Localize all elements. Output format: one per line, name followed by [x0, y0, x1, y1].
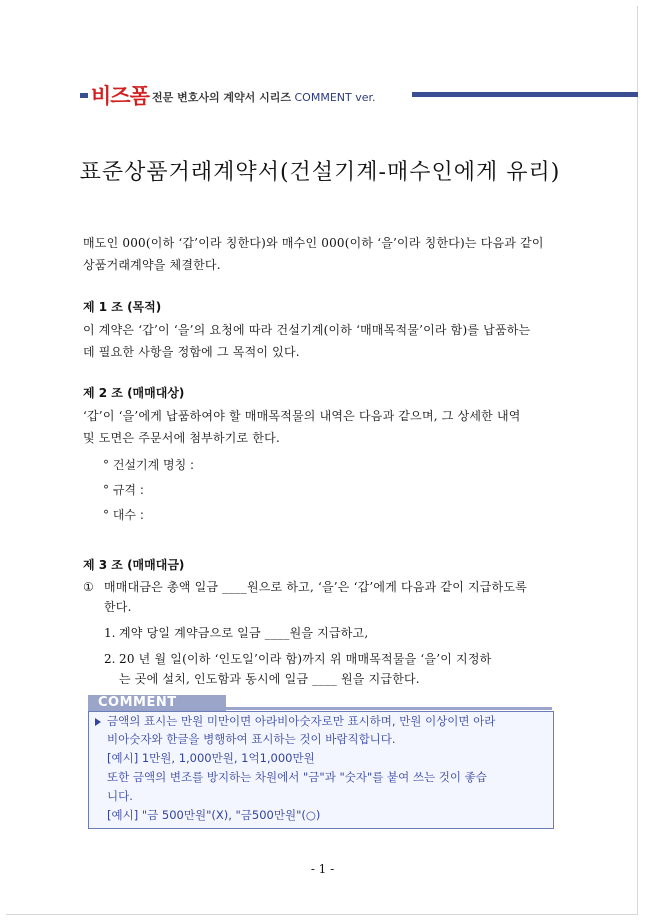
sub-item-1: 계약 당일 계약금으로 일금 ____원을 지급하고,	[119, 626, 369, 640]
item-spec: ° 규격 :	[103, 483, 144, 497]
comment-box	[88, 695, 554, 829]
bullet-triangle-icon	[95, 718, 101, 726]
intro-line-1: 매도인 000(이하 ‘갑’이라 칭한다)와 매수인 000(이하 ‘을’이라 칭한다)는 다음과 같이	[83, 236, 544, 250]
comment-line-5: 니다.	[107, 789, 133, 803]
comment-line-4: 또한 금액의 변조를 방지하는 차원에서 "금"과 "숫자"를 붙여 쓰는 것이 좋습	[107, 770, 487, 784]
series-version: COMMENT ver.	[291, 91, 376, 104]
sub-item-2-number: 2.	[104, 652, 116, 666]
page-number: - 1 -	[310, 862, 335, 876]
clause-1-line-2: 한다.	[104, 600, 132, 614]
document-title: 표준상품거래계약서(건설기계-매수인에게 유리)	[79, 160, 561, 185]
item-quantity: ° 대수 :	[103, 508, 144, 522]
article-2-heading: 제 2 조 (매매대상)	[83, 386, 185, 400]
comment-line-6: [예시] "금 500만원"(X), "금500만원"(○)	[107, 808, 321, 822]
intro-line-2: 상품거래계약을 체결한다.	[83, 258, 221, 272]
header-bar-right	[412, 92, 638, 97]
item-equipment-name: ° 건설기계 명칭 :	[103, 458, 195, 472]
article-3-heading: 제 3 조 (매매대금)	[83, 558, 185, 572]
article-1-line-1: 이 계약은 ‘갑’이 ‘을’의 요청에 따라 건설기계(이하 ‘매매목적물’이라 함)를 납품하는	[83, 323, 531, 337]
sub-item-2-line-1: 20 년 월 일(이하 ‘인도일’이라 함)까지 위 매매목적물을 ‘을’이 지정하	[119, 652, 492, 666]
comment-label-bar	[226, 707, 552, 710]
sub-item-2-line-2: 는 곳에 설치, 인도함과 동시에 일금 ____ 원을 지급한다.	[119, 672, 420, 686]
brand-logo: 비즈폼	[88, 80, 152, 110]
sub-item-1-number: 1.	[104, 626, 116, 640]
article-2-line-1: ‘갑’이 ‘을’에게 납품하여야 할 매매목적물의 내역은 다음과 같으며, 그 상세한 내역	[83, 409, 521, 423]
clause-mark: ①	[83, 580, 94, 594]
article-1-line-2: 데 필요한 사항을 정함에 그 목적이 있다.	[83, 345, 300, 359]
comment-body	[88, 711, 554, 829]
comment-line-1: 금액의 표시는 만원 미만이면 아라비아숫자로만 표시하며, 만원 이상이면 아라	[107, 714, 496, 728]
comment-line-3: [예시] 1만원, 1,000만원, 1억1,000만원	[107, 751, 315, 765]
series-title: 전문 변호사의 계약서 시리즈	[152, 91, 291, 104]
series-caption	[152, 89, 376, 105]
article-2-line-2: 및 도면은 주문서에 첨부하기로 한다.	[83, 431, 280, 445]
comment-line-2: 비아숫자와 한글을 병행하여 표시하는 것이 바람직합니다.	[107, 732, 396, 746]
article-1-heading: 제 1 조 (목적)	[83, 300, 162, 314]
clause-1-line-1: 매매대금은 총액 일금 ____원으로 하고, ‘을’은 ‘갑’에게 다음과 같이 지급하도록	[104, 580, 527, 594]
comment-label: COMMENT	[88, 695, 226, 711]
